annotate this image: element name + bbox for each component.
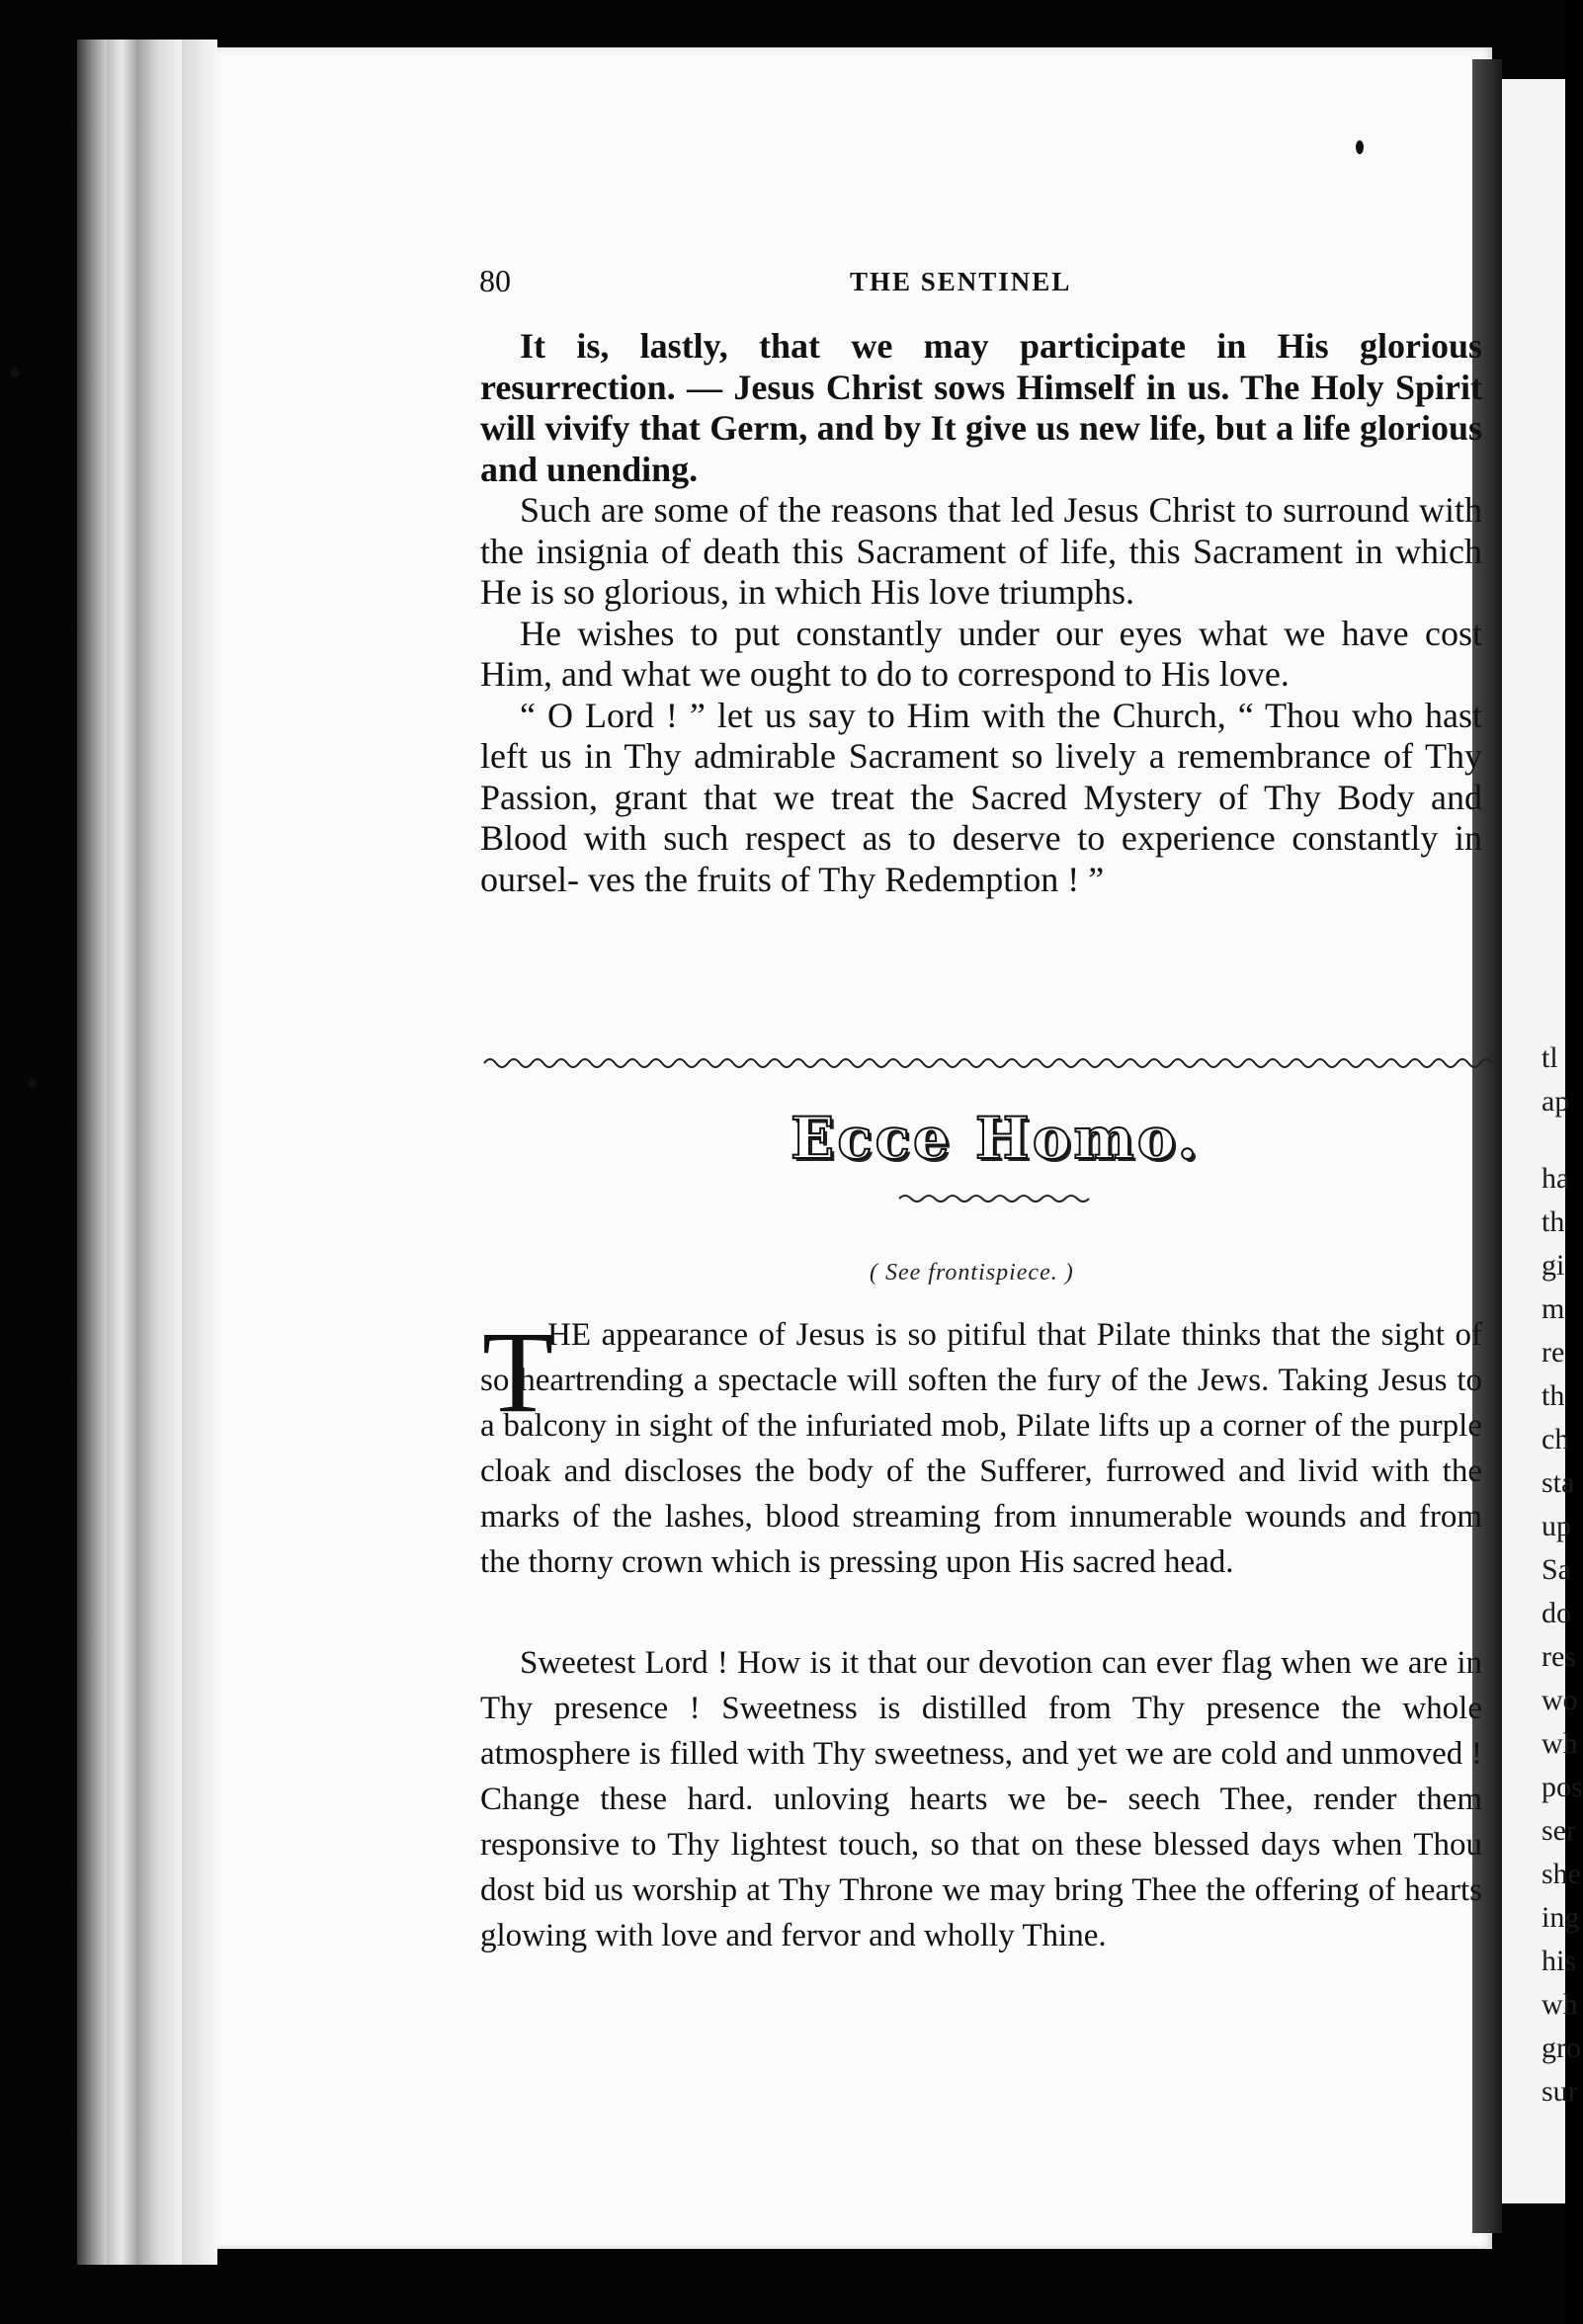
article-title: Ecce Homo. [791, 1105, 1201, 1172]
paragraph: It is, lastly, that we may participate in His glorious resurrection. — Jesus Christ sows Himself in us. The Holy Spirit will vivify that Germ, and by It give us new life, but a life glorious and unending. [480, 326, 1482, 489]
adjacent-text-fragment: wh [1541, 1988, 1578, 2021]
adjacent-text-fragment: sta [1541, 1466, 1575, 1499]
running-header [479, 263, 1482, 302]
adjacent-text-fragment: gro [1541, 2032, 1581, 2064]
adjacent-text-fragment: gi [1541, 1249, 1565, 1282]
adjacent-text-fragment: ha [1541, 1162, 1570, 1195]
title-ornament [899, 1191, 1087, 1206]
adjacent-text-fragment: ch [1541, 1423, 1570, 1455]
paragraph: “ O Lord ! ” let us say to Him with the Church, “ Thou who hast left us in Thy admirable Sacrament so lively a remembrance of Thy Passion, grant that we treat the Sacred Mystery of Thy Body and Blood with such respect as to deserve to experience constantly in oursel- ves the fruits of Thy Redemption ! ” [480, 695, 1482, 899]
adjacent-text-fragment: tl [1541, 1041, 1558, 1074]
adjacent-text-fragment: ap [1541, 1085, 1570, 1118]
paragraph: He wishes to put constantly under our eyes what we have cost Him, and what we ought to do to correspond to His love. [480, 613, 1482, 694]
adjacent-text-fragment: do [1541, 1597, 1571, 1629]
scan-speck [10, 368, 20, 377]
adjacent-text-fragment: ing [1541, 1901, 1580, 1934]
wavy-divider [484, 1053, 1482, 1073]
scan-speck [28, 1079, 37, 1088]
adjacent-text-fragment: res [1541, 1640, 1576, 1673]
adjacent-text-fragment: his [1541, 1945, 1577, 1977]
page-stack-edge [136, 40, 182, 2265]
paragraph [480, 1307, 1482, 1585]
frontispiece-note: ( See frontispiece. ) [870, 1260, 1074, 1286]
adjacent-text-fragment: wo [1541, 1684, 1578, 1716]
paragraph: Sweetest Lord ! How is it that our devotion can ever flag when we are in Thy presence ! Sweetness is distilled from Thy presence the whole atmosphere is filled with Thy sweetness, and yet we are cold and unmoved ! Change these hard. unloving hearts we be- seech Thee, render them responsive to Thy lightest touch, so that on these blessed days when Thou dost bid us worship at Thy Throne we may bring Thee the offering of hearts glowing with love and fervor and wholly Thine. [480, 1645, 1482, 1953]
adjacent-text-fragment: ser [1541, 1814, 1576, 1847]
page-number: 80 [479, 263, 511, 298]
article-paragraph-2 [480, 1640, 1482, 1958]
adjacent-text-fragment: th [1541, 1205, 1565, 1238]
adjacent-text-fragment: Sa [1541, 1553, 1571, 1586]
adjacent-text-fragment: th [1541, 1379, 1565, 1412]
drop-cap: T [482, 1307, 554, 1437]
page-stack-edge [77, 40, 107, 2265]
adjacent-text-fragment: re [1541, 1336, 1565, 1369]
adjacent-text-fragment: sur [1541, 2075, 1578, 2108]
paragraph: Such are some of the reasons that led Jesus Christ to surround with the insignia of death this Sacrament of life, this Sacrament in which He is so glorious, in which His love triumphs. [480, 490, 1482, 612]
article-paragraph-1 [480, 1307, 1482, 1585]
adjacent-text-fragment: m [1541, 1292, 1565, 1325]
running-title: THE SENTINEL [850, 267, 1072, 296]
adjacent-text-fragment: pos [1541, 1771, 1583, 1803]
page-stack-edge [182, 40, 217, 2265]
scan-speck [1356, 140, 1364, 154]
paragraph-body: appearance of Jesus is so pitiful that Pilate thinks that the sight of so heartrending a spectacle will soften the fury of the Jews. Taking Jesus to a balcony in sight of the infuriated mob, Pilate lifts up a corner of the purple cloak and discloses the body of the Sufferer, furrowed and livid with the marks of the lashes, blood streaming from innumerable wounds and from the thorny crown which is pressing upon His sacred head. [480, 1317, 1482, 1580]
page-stack-edge [107, 40, 136, 2265]
adjacent-text-fragment: wh [1541, 1727, 1578, 1760]
adjacent-text-fragment: she [1541, 1858, 1581, 1890]
continued-text [480, 326, 1482, 900]
adjacent-text-fragment: up [1541, 1510, 1571, 1542]
first-word-rest: HE [547, 1317, 591, 1353]
adjacent-page-fragment [1502, 79, 1583, 2203]
